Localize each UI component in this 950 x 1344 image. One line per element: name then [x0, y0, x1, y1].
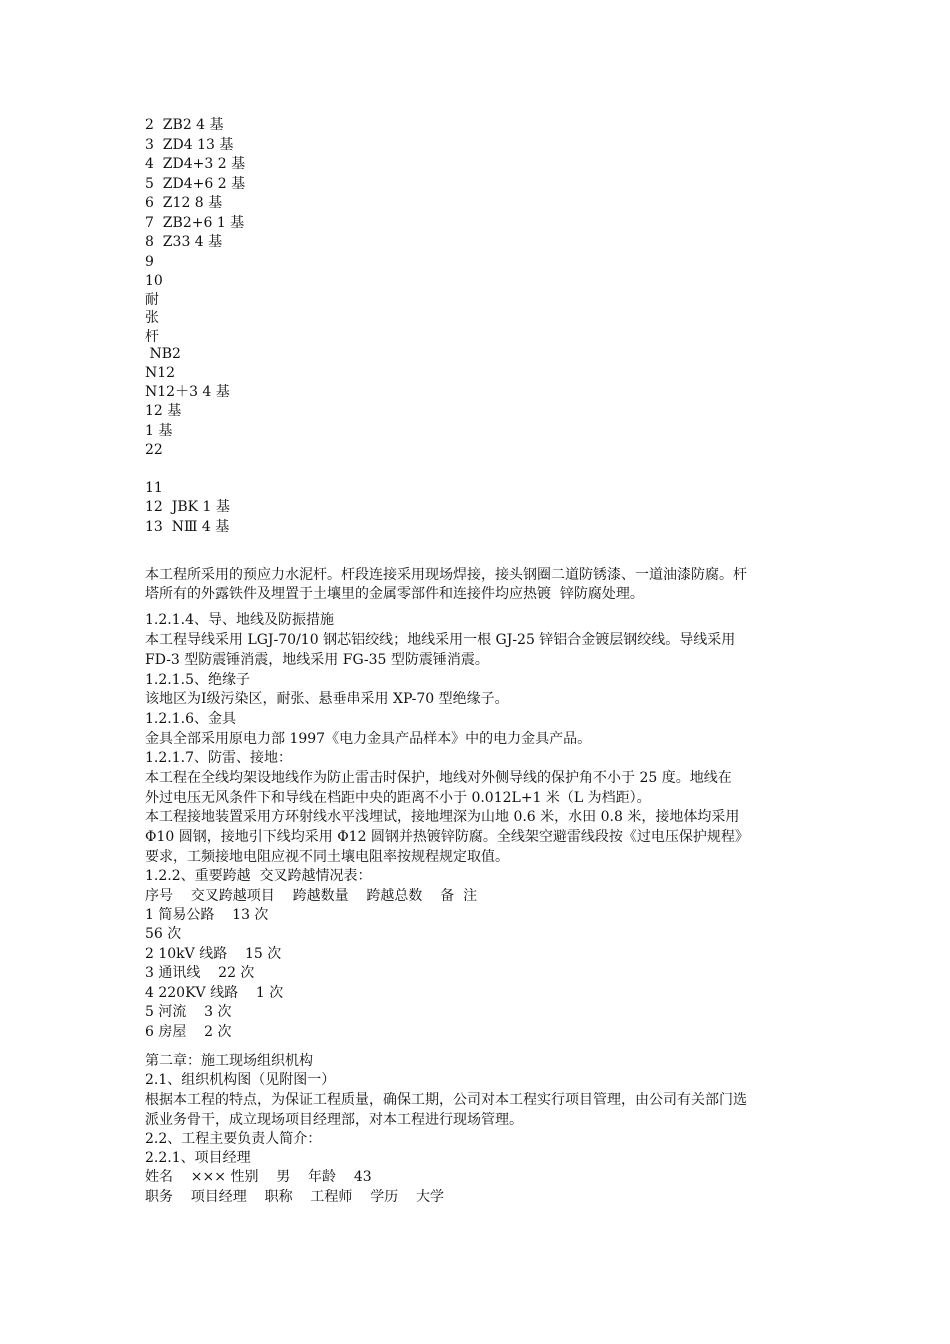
pole-list-item: 7 ZB2+6 1 基 — [145, 215, 245, 231]
crossing-table-row: 3 通讯线 22 次 — [145, 965, 255, 981]
paragraph-line: 根据本工程的特点，为保证工程质量，确保工期，公司对本工程实行项目管理，由公司有关部门选 — [145, 1092, 747, 1108]
paragraph-line: 外过电压无风条件下和导线在档距中央的距离不小于 0.012L+1 米（L 为档距）。 — [145, 790, 651, 806]
paragraph-line: 要求，工频接地电阻应视不同土壤电阻率按规程规定取值。 — [145, 849, 509, 865]
pole-list-item: 4 ZD4+3 2 基 — [145, 156, 246, 172]
manager-info-row: 姓名 ××× 性别 男 年龄 43 — [145, 1169, 372, 1185]
crossing-table-row: 5 河流 3 次 — [145, 1004, 232, 1020]
pole-list-item: 11 — [145, 480, 163, 496]
chapter-heading: 第二章：施工现场组织机构 — [145, 1053, 313, 1069]
pole-list-item: 12 JBK 1 基 — [145, 499, 230, 515]
crossing-table-row: 2 10kV 线路 15 次 — [145, 946, 282, 962]
crossing-table-row: 1 简易公路 13 次 — [145, 907, 269, 923]
pole-list-item: 1 基 — [145, 423, 173, 439]
section-heading: 1.2.1.5、绝缘子 — [145, 672, 250, 688]
section-heading: 2.2、工程主要负责人简介： — [145, 1131, 322, 1147]
pole-list-item: 5 ZD4+6 2 基 — [145, 176, 246, 192]
paragraph-line: Φ10 圆钢，接地引下线均采用 Φ12 圆钢并热镀锌防腐。全线架空避雷线段按《过电压保护规程》 — [145, 829, 749, 845]
paragraph-line: FD-3 型防震锤消震，地线采用 FG-35 型防震锤消震。 — [145, 652, 489, 668]
pole-list-item: 8 Z33 4 基 — [145, 234, 223, 250]
pole-list-item: 22 — [145, 442, 163, 458]
paragraph-line: 本工程所采用的预应力水泥杆。杆段连接采用现场焊接，接头钢圈二道防锈漆、一道油漆防腐。杆 — [145, 567, 747, 583]
crossing-table-row: 56 次 — [145, 926, 182, 942]
pole-list-item: 10 — [145, 273, 163, 289]
pole-list-item: 6 Z12 8 基 — [145, 195, 223, 211]
pole-list-item: 9 — [145, 254, 154, 270]
paragraph-line: 塔所有的外露铁件及埋置于土壤里的金属零部件和连接件均应热镀 锌防腐处理。 — [145, 586, 644, 602]
paragraph-line: 金具全部采用原电力部 1997《电力金具产品样本》中的电力金具产品。 — [145, 731, 592, 747]
pole-list-item: NB2 — [145, 346, 181, 362]
section-heading: 1.2.1.6、金具 — [145, 711, 236, 727]
pole-list-item: N12＋3 4 基 — [145, 384, 230, 400]
pole-list-item: N12 — [145, 365, 176, 381]
crossing-table-row: 6 房屋 2 次 — [145, 1024, 232, 1040]
paragraph-line: 本工程导线采用 LGJ-70/10 钢芯铝绞线；地线采用一根 GJ-25 锌铝合金镀层钢绞线。导线采用 — [145, 632, 736, 648]
pole-list-item: 13 NⅢ 4 基 — [145, 519, 230, 535]
pole-list-item: 12 基 — [145, 403, 182, 419]
crossing-table-row: 4 220KV 线路 1 次 — [145, 985, 284, 1001]
pole-list-item: 耐 — [145, 292, 159, 308]
paragraph-line: 本工程接地装置采用方环射线水平浅埋试，接地埋深为山地 0.6 米，水田 0.8 米，接地体均采用 — [145, 809, 740, 825]
manager-info-row: 职务 项目经理 职称 工程师 学历 大学 — [145, 1189, 445, 1205]
section-heading: 2.2.1、项目经理 — [145, 1150, 251, 1166]
pole-list-item: 2 ZB2 4 基 — [145, 117, 224, 133]
pole-list-item: 杆 — [145, 329, 159, 345]
paragraph-line: 本工程在全线均架设地线作为防止雷击时保护，地线对外侧导线的保护角不小于 25 度。地线在 — [145, 770, 732, 786]
pole-list-item: 3 ZD4 13 基 — [145, 137, 234, 153]
section-heading: 1.2.1.7、防雷、接地： — [145, 750, 292, 766]
paragraph-line: 派业务骨干，成立现场项目经理部，对本工程进行现场管理。 — [145, 1112, 523, 1128]
section-heading: 2.1、组织机构图（见附图一） — [145, 1072, 336, 1088]
pole-list-item: 张 — [145, 310, 159, 326]
paragraph-line: 该地区为Ⅰ级污染区，耐张、悬垂串采用 XP-70 型绝缘子。 — [145, 691, 509, 707]
section-heading: 1.2.2、重要跨越 交叉跨越情况表： — [145, 868, 372, 884]
section-heading: 1.2.1.4、导、地线及防振措施 — [145, 612, 334, 628]
crossing-table-header: 序号 交叉跨越项目 跨越数量 跨越总数 备 注 — [145, 888, 478, 904]
